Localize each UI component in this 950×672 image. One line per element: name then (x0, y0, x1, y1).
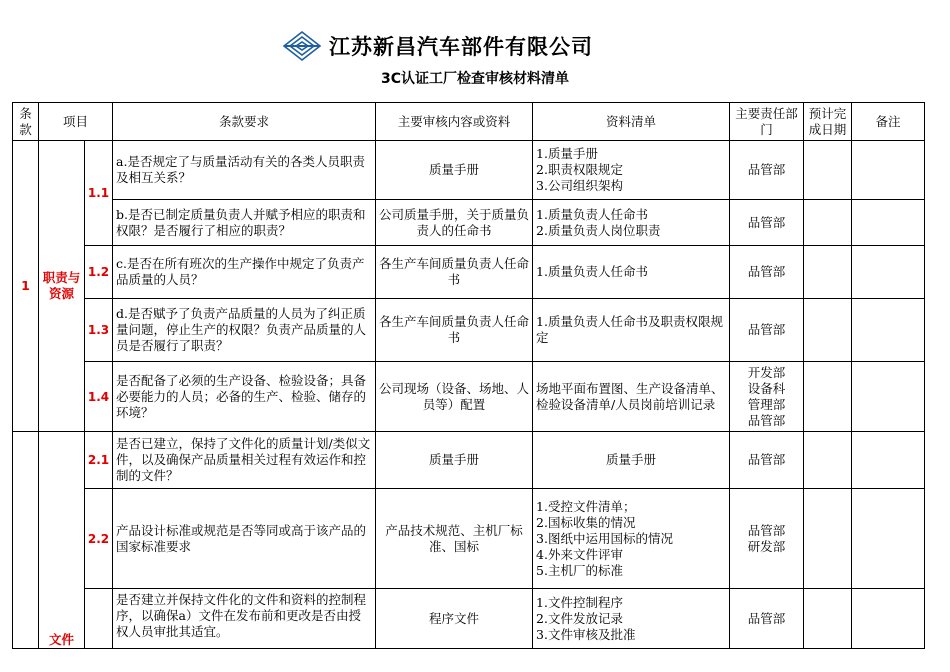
company-logo-icon (282, 30, 322, 62)
item-number: 1.1 (85, 141, 113, 246)
list-item: 品管部 (747, 522, 786, 538)
list-item: 管理部 (747, 396, 786, 412)
due-date-cell (804, 489, 852, 589)
col-header-review: 主要审核内容或资料 (376, 103, 533, 141)
audit-checklist-table (12, 102, 925, 649)
company-name: 江苏新昌汽车部件有限公司 (329, 34, 593, 59)
department-cell (730, 299, 804, 362)
table-row (13, 489, 925, 589)
list-item: 4.外来文件评审 (536, 546, 623, 562)
materials-cell: 质量手册 (533, 432, 730, 489)
list-item: 品管部 (747, 264, 786, 279)
list-item: 3.公司组织架构 (536, 178, 623, 193)
review-cell: 公司质量手册，关于质量负责人的任命书 (376, 200, 533, 246)
table-row (13, 299, 925, 362)
section-number (13, 432, 39, 649)
item-number: 2.2 (85, 489, 113, 589)
remarks-cell (852, 141, 925, 200)
department-cell (730, 362, 804, 432)
requirement-cell: d.是否赋予了负责产品质量的人员为了纠正质量问题，停止生产的权限？负责产品质量的人员是否履行了职责？ (113, 299, 376, 362)
table-row (13, 362, 925, 432)
remarks-cell (852, 432, 925, 489)
materials-cell (533, 200, 730, 246)
materials-cell (533, 489, 730, 589)
review-cell: 公司现场（设备、场地、人员等）配置 (376, 362, 533, 432)
review-cell: 各生产车间质量负责人任命书 (376, 299, 533, 362)
section-name: 文件 (39, 432, 85, 649)
review-cell: 产品技术规范、主机厂标准、国标 (376, 489, 533, 589)
due-date-cell (804, 299, 852, 362)
review-cell: 质量手册 (376, 432, 533, 489)
department-cell (730, 246, 804, 299)
list-item: 品管部 (747, 214, 786, 230)
requirement-cell: 是否已建立，保持了文件化的质量计划/类似文件，以及确保产品质量相关过程有效运作和控制的文件？ (113, 432, 376, 489)
item-number (85, 589, 113, 649)
table-row (13, 246, 925, 299)
list-item: 3.图纸中运用国标的情况 (536, 530, 673, 546)
remarks-cell (852, 200, 925, 246)
materials-cell: 场地平面布置图、生产设备清单、检验设备清单/人员岗前培训记录 (533, 362, 730, 432)
list-item: 5.主机厂的标准 (536, 562, 623, 578)
requirement-cell: 是否建立并保持文件化的文件和资料的控制程序，以确保a）文件在发布前和更改是否由授权人员审批其适宜。 (113, 589, 376, 649)
list-item: 1.文件控制程序 (536, 594, 623, 610)
item-number: 1.2 (85, 246, 113, 299)
materials-cell: 1.质量负责人任命书及职责权限规定 (533, 299, 730, 362)
list-item: 品管部 (747, 412, 786, 428)
list-item: 开发部 (747, 364, 786, 380)
col-header-clause: 条款 (13, 103, 39, 141)
header-row (13, 103, 925, 141)
item-number: 1.3 (85, 299, 113, 362)
col-header-due-date: 预计完成日期 (804, 103, 852, 141)
list-item: 1.质量负责人任命书 (536, 264, 648, 279)
review-cell: 质量手册 (376, 141, 533, 200)
table-row (13, 200, 925, 246)
remarks-cell (852, 489, 925, 589)
due-date-cell (804, 432, 852, 489)
section-number: 1 (13, 141, 39, 432)
list-item: 设备科 (747, 380, 786, 396)
document-title: 3C认证工厂检查审核材料清单 (380, 71, 569, 87)
item-number: 2.1 (85, 432, 113, 489)
list-item: 品管部 (747, 322, 786, 337)
list-item: 1.质量负责人任命书 (536, 206, 648, 222)
list-item: 2.质量负责人岗位职责 (536, 222, 661, 238)
due-date-cell (804, 362, 852, 432)
requirement-cell: b.是否已制定质量负责人并赋予相应的职责和权限？是否履行了相应的职责？ (113, 200, 376, 246)
item-number: 1.4 (85, 362, 113, 432)
materials-cell (533, 246, 730, 299)
due-date-cell (804, 141, 852, 200)
department-cell (730, 432, 804, 489)
list-item: 3.文件审核及批准 (536, 626, 636, 642)
list-item: 品管部 (747, 610, 786, 626)
list-item: 2.文件发放记录 (536, 610, 623, 626)
department-cell (730, 589, 804, 649)
remarks-cell (852, 589, 925, 649)
col-header-item: 项目 (39, 103, 113, 141)
list-item: 品管部 (747, 452, 786, 467)
table-row (13, 589, 925, 649)
table-row (13, 141, 925, 200)
list-item: 1.受控文件清单； (536, 498, 636, 514)
document-header (0, 0, 950, 100)
department-cell (730, 200, 804, 246)
department-cell (730, 489, 804, 589)
remarks-cell (852, 246, 925, 299)
department-cell (730, 141, 804, 200)
list-item: 2.职责权限规定 (536, 162, 623, 177)
requirement-cell: c.是否在所有班次的生产操作中规定了负责产品质量的人员？ (113, 246, 376, 299)
remarks-cell (852, 299, 925, 362)
review-cell: 程序文件 (376, 589, 533, 649)
col-header-remarks: 备注 (852, 103, 925, 141)
materials-cell (533, 589, 730, 649)
col-header-materials: 资料清单 (533, 103, 730, 141)
due-date-cell (804, 589, 852, 649)
requirement-cell: 是否配备了必须的生产设备、检验设备；具备必要能力的人员；必备的生产、检验、储存的环境？ (113, 362, 376, 432)
requirement-cell: a.是否规定了与质量活动有关的各类人员职责及相互关系？ (113, 141, 376, 200)
list-item: 2.国标收集的情况 (536, 514, 636, 530)
materials-cell (533, 141, 730, 200)
list-item: 1.质量手册 (536, 146, 598, 161)
list-item: 研发部 (747, 538, 786, 554)
col-header-requirement: 条款要求 (113, 103, 376, 141)
review-cell: 各生产车间质量负责人任命书 (376, 246, 533, 299)
list-item: 品管部 (747, 162, 786, 177)
requirement-cell: 产品设计标准或规范是否等同或高于该产品的国家标准要求 (113, 489, 376, 589)
remarks-cell (852, 362, 925, 432)
due-date-cell (804, 200, 852, 246)
col-header-department: 主要责任部门 (730, 103, 804, 141)
due-date-cell (804, 246, 852, 299)
table-row (13, 432, 925, 489)
section-name: 职责与资源 (39, 141, 85, 432)
